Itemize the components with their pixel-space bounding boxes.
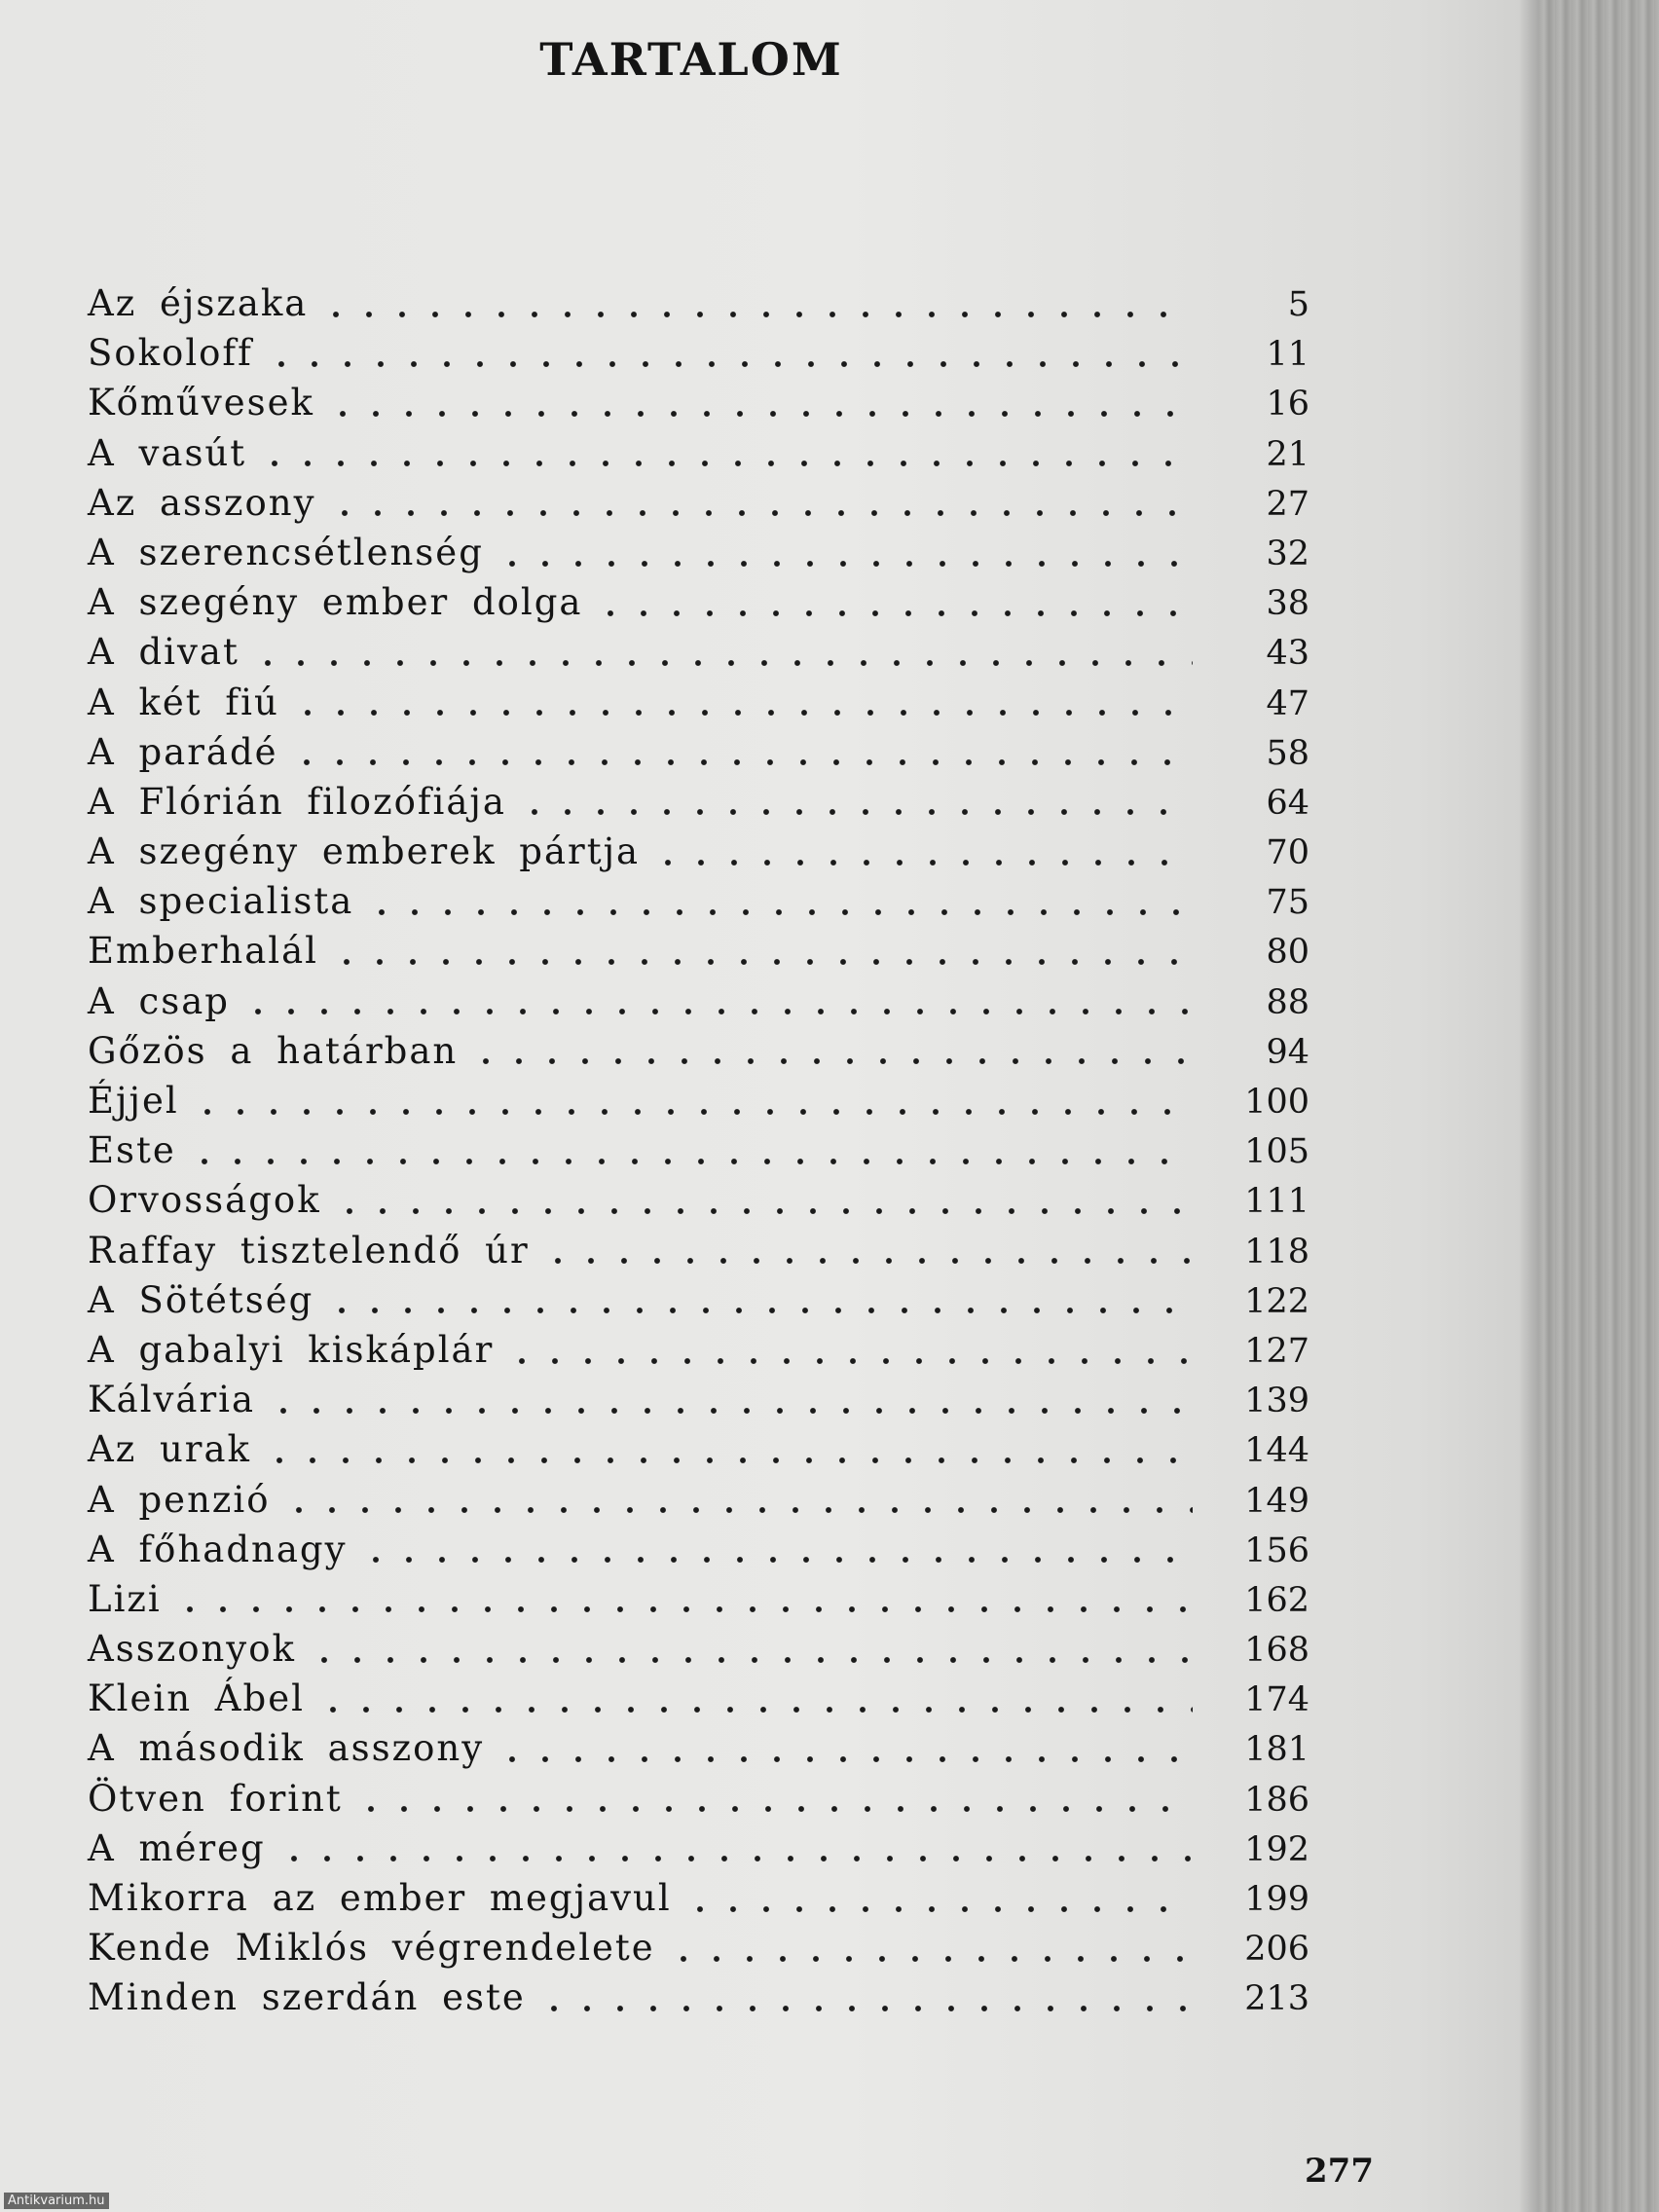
toc-entry-page: 174 — [1244, 1680, 1309, 1720]
toc-entry-title: Orvosságok — [88, 1179, 321, 1222]
toc-entry-page: 75 — [1266, 883, 1309, 923]
toc-entry-page: 58 — [1266, 733, 1309, 773]
dot-leader — [173, 1605, 1193, 1613]
toc-entry-title: A két fiú — [88, 681, 279, 723]
toc-entry — [88, 282, 1309, 332]
toc-entry — [88, 1927, 1309, 1976]
toc-entry — [88, 1329, 1309, 1379]
dot-leader — [496, 1755, 1193, 1763]
toc-entry-page: 38 — [1266, 584, 1309, 624]
dot-leader — [518, 808, 1193, 816]
toc-entry — [88, 830, 1309, 880]
dot-leader — [594, 609, 1193, 617]
toc-entry — [88, 1529, 1309, 1578]
toc-entry-title: Minden szerdán este — [88, 1976, 526, 2019]
table-of-contents — [88, 282, 1309, 2027]
dot-leader — [537, 2005, 1193, 2012]
toc-entry-page: 122 — [1244, 1281, 1309, 1321]
dot-leader — [325, 1307, 1193, 1314]
dot-leader — [541, 1257, 1193, 1265]
dot-leader — [263, 1456, 1193, 1464]
toc-entry — [88, 1479, 1309, 1529]
watermark: Antikvarium.hu — [4, 2193, 109, 2209]
toc-entry — [88, 980, 1309, 1030]
toc-entry-page: 88 — [1266, 982, 1309, 1022]
toc-entry-title: Kálvária — [88, 1379, 256, 1421]
toc-entry-title: Ötven forint — [88, 1777, 343, 1820]
toc-entry-title: Éjjel — [88, 1080, 179, 1122]
toc-entry — [88, 1179, 1309, 1229]
toc-entry-title: A méreg — [88, 1826, 266, 1869]
toc-entry-title: Mikorra az ember megjavul — [88, 1877, 672, 1919]
toc-entry-page: 27 — [1266, 484, 1309, 524]
toc-entry-page: 192 — [1244, 1829, 1309, 1869]
toc-entry-title: Az éjszaka — [88, 282, 309, 324]
toc-entry-title: A penzió — [88, 1478, 271, 1521]
dot-leader — [326, 410, 1193, 418]
dot-leader — [354, 1805, 1193, 1813]
toc-entry-page: 139 — [1244, 1382, 1309, 1421]
book-edge — [1538, 0, 1659, 2212]
toc-entry-title: Sokoloff — [88, 332, 253, 375]
toc-entry-title: A vasút — [88, 431, 247, 474]
toc-entry — [88, 332, 1309, 382]
toc-entry-title: Az urak — [88, 1428, 251, 1471]
toc-entry-page: 11 — [1266, 335, 1309, 375]
toc-entry-title: A specialista — [88, 880, 354, 923]
toc-entry-page: 5 — [1287, 285, 1309, 324]
dot-leader — [333, 1207, 1193, 1215]
toc-entry-page: 105 — [1244, 1132, 1309, 1172]
toc-entry — [88, 1080, 1309, 1129]
toc-entry — [88, 930, 1309, 979]
toc-entry-page: 43 — [1266, 634, 1309, 674]
page-title: TARTALOM — [539, 33, 843, 86]
toc-entry — [88, 1129, 1309, 1179]
toc-entry — [88, 1578, 1309, 1628]
toc-entry-page: 144 — [1244, 1431, 1309, 1471]
toc-entry-title: A divat — [88, 631, 240, 674]
dot-leader — [277, 1855, 1193, 1862]
dot-leader — [191, 1108, 1193, 1116]
toc-entry-title: Este — [88, 1129, 176, 1172]
toc-entry-page: 127 — [1244, 1331, 1309, 1371]
toc-entry-page: 47 — [1266, 683, 1309, 723]
toc-entry-page: 213 — [1244, 1979, 1309, 2019]
toc-entry — [88, 631, 1309, 681]
toc-entry — [88, 1428, 1309, 1478]
toc-entry-page: 162 — [1244, 1580, 1309, 1620]
dot-leader — [241, 1008, 1193, 1015]
toc-entry-page: 156 — [1244, 1530, 1309, 1570]
dot-leader — [365, 908, 1193, 916]
toc-entry — [88, 432, 1309, 482]
toc-entry-title: A második asszony — [88, 1727, 485, 1770]
toc-entry-page: 168 — [1244, 1631, 1309, 1671]
toc-entry — [88, 1778, 1309, 1827]
toc-entry — [88, 482, 1309, 532]
toc-entry-page: 80 — [1266, 933, 1309, 973]
toc-entry — [88, 1279, 1309, 1329]
dot-leader — [328, 509, 1193, 517]
toc-entry — [88, 1677, 1309, 1727]
toc-entry-page: 181 — [1244, 1730, 1309, 1770]
toc-entry-page: 100 — [1244, 1083, 1309, 1122]
toc-entry-title: A csap — [88, 979, 230, 1022]
dot-leader — [319, 311, 1193, 318]
toc-entry — [88, 731, 1309, 781]
toc-entry-title: Emberhalál — [88, 930, 318, 973]
dot-leader — [359, 1556, 1193, 1564]
toc-entry-title: Asszonyok — [88, 1628, 296, 1671]
dot-leader — [667, 1955, 1193, 1963]
dot-leader — [496, 560, 1193, 568]
toc-entry — [88, 581, 1309, 631]
toc-entry — [88, 1379, 1309, 1428]
toc-entry-page: 21 — [1266, 434, 1309, 474]
toc-entry-title: A Sötétség — [88, 1278, 314, 1321]
dot-leader — [316, 1706, 1193, 1714]
dot-leader — [258, 460, 1193, 467]
toc-entry-page: 64 — [1266, 783, 1309, 823]
toc-entry-page: 32 — [1266, 534, 1309, 573]
toc-entry — [88, 1976, 1309, 2026]
toc-entry — [88, 1827, 1309, 1877]
toc-entry-title: A parádé — [88, 730, 278, 773]
toc-entry-page: 199 — [1244, 1880, 1309, 1919]
toc-entry-page: 186 — [1244, 1780, 1309, 1820]
toc-entry-page: 149 — [1244, 1481, 1309, 1521]
toc-entry-page: 16 — [1266, 385, 1309, 424]
toc-entry-title: Gőzös a határban — [88, 1029, 459, 1072]
toc-entry — [88, 532, 1309, 581]
dot-leader — [308, 1656, 1193, 1664]
toc-entry — [88, 880, 1309, 930]
dot-leader — [505, 1357, 1193, 1365]
dot-leader — [267, 1407, 1193, 1415]
dot-leader — [290, 758, 1193, 766]
page-number: 277 — [1305, 2152, 1374, 2191]
dot-leader — [469, 1057, 1193, 1065]
toc-entry — [88, 1230, 1309, 1279]
toc-entry-title: A szerencsétlenség — [88, 531, 484, 573]
gutter-shadow — [1519, 0, 1538, 2212]
toc-entry-title: Kőművesek — [88, 382, 314, 424]
toc-entry-page: 118 — [1244, 1232, 1309, 1272]
toc-entry-title: Kende Miklós végrendelete — [88, 1927, 655, 1970]
toc-entry — [88, 682, 1309, 731]
toc-entry-page: 206 — [1244, 1930, 1309, 1970]
toc-entry-page: 70 — [1266, 833, 1309, 873]
toc-entry — [88, 781, 1309, 830]
dot-leader — [651, 859, 1193, 866]
toc-entry-page: 111 — [1244, 1182, 1309, 1222]
dot-leader — [282, 1506, 1194, 1514]
toc-entry-title: Raffay tisztelendő úr — [88, 1229, 530, 1272]
toc-entry-title: A gabalyi kiskáplár — [88, 1328, 495, 1371]
toc-entry-page: 94 — [1266, 1032, 1309, 1072]
toc-entry-title: Lizi — [88, 1577, 162, 1620]
toc-entry-title: A szegény ember dolga — [88, 581, 583, 624]
toc-entry-title: A főhadnagy — [88, 1528, 348, 1570]
toc-entry — [88, 1030, 1309, 1080]
toc-entry — [88, 1877, 1309, 1927]
dot-leader — [265, 360, 1193, 368]
toc-entry — [88, 382, 1309, 431]
toc-entry-title: Az asszony — [88, 481, 316, 524]
toc-entry — [88, 1628, 1309, 1677]
dot-leader — [188, 1158, 1193, 1165]
toc-entry — [88, 1727, 1309, 1777]
toc-entry-title: A szegény emberek pártja — [88, 830, 641, 873]
dot-leader — [683, 1905, 1193, 1913]
toc-entry-title: Klein Ábel — [88, 1677, 305, 1720]
dot-leader — [251, 659, 1193, 667]
dot-leader — [291, 709, 1193, 717]
dot-leader — [330, 958, 1193, 966]
toc-entry-title: A Flórián filozófiája — [88, 780, 506, 823]
